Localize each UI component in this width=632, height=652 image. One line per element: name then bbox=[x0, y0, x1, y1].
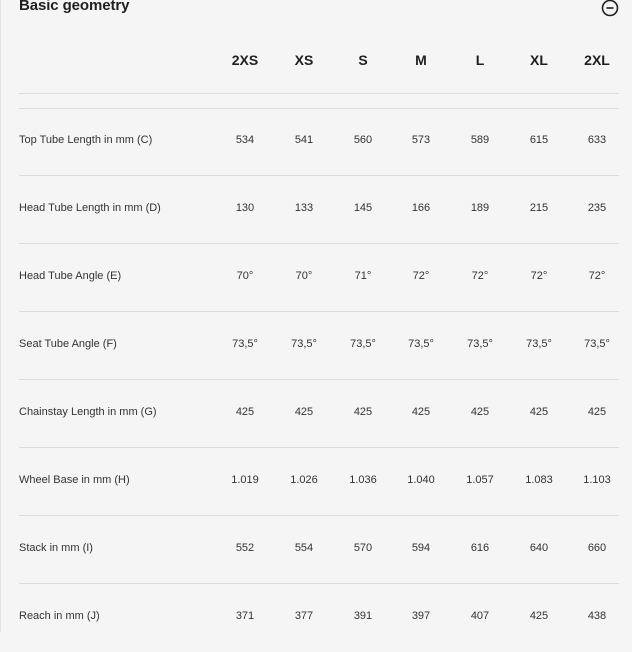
row-cell: 73,5° bbox=[350, 338, 376, 350]
size-header-l: L bbox=[475, 52, 485, 68]
row-cell: 640 bbox=[529, 542, 549, 554]
row-cell: 73,5° bbox=[467, 338, 493, 350]
row-cell: 594 bbox=[411, 542, 431, 554]
row-cell: 73,5° bbox=[408, 338, 434, 350]
row-cell: 1.083 bbox=[525, 474, 553, 486]
table-header bbox=[19, 0, 619, 108]
row-cell: 541 bbox=[294, 134, 314, 146]
row-label: Chainstay Length in mm (G) bbox=[19, 406, 157, 418]
row-cell: 397 bbox=[411, 610, 431, 622]
row-cell: 215 bbox=[529, 202, 549, 214]
row-cell: 73,5° bbox=[232, 338, 258, 350]
row-cell: 235 bbox=[587, 202, 607, 214]
row-cell: 425 bbox=[294, 406, 314, 418]
row-cell: 70° bbox=[236, 270, 254, 282]
row-cell: 425 bbox=[470, 406, 490, 418]
section-title: Basic geometry bbox=[19, 0, 130, 14]
size-header-xl: XL bbox=[530, 52, 548, 68]
row-cell: 534 bbox=[235, 134, 255, 146]
size-header-2xs: 2XS bbox=[231, 52, 259, 68]
row-cell: 407 bbox=[470, 610, 490, 622]
row-cell: 438 bbox=[587, 610, 607, 622]
row-cell: 72° bbox=[588, 270, 606, 282]
row-cell: 377 bbox=[294, 610, 314, 622]
row-cell: 425 bbox=[411, 406, 431, 418]
row-cell: 73,5° bbox=[526, 338, 552, 350]
row-cell: 425 bbox=[235, 406, 255, 418]
row-cell: 560 bbox=[353, 134, 373, 146]
row-cell: 133 bbox=[294, 202, 314, 214]
row-cell: 73,5° bbox=[291, 338, 317, 350]
row-cell: 425 bbox=[353, 406, 373, 418]
row-cell: 633 bbox=[587, 134, 607, 146]
size-header-m: M bbox=[415, 52, 427, 68]
size-header-xs: XS bbox=[294, 52, 314, 68]
row-cell: 554 bbox=[294, 542, 314, 554]
row-label: Reach in mm (J) bbox=[19, 610, 100, 622]
table-row bbox=[19, 584, 619, 652]
table-row bbox=[19, 176, 619, 244]
row-label: Seat Tube Angle (F) bbox=[19, 338, 117, 350]
row-cell: 371 bbox=[235, 610, 255, 622]
row-cell: 166 bbox=[411, 202, 431, 214]
row-cell: 1.036 bbox=[349, 474, 377, 486]
row-cell: 425 bbox=[529, 406, 549, 418]
row-cell: 425 bbox=[587, 406, 607, 418]
row-cell: 72° bbox=[530, 270, 548, 282]
row-cell: 73,5° bbox=[584, 338, 610, 350]
row-cell: 1.026 bbox=[290, 474, 318, 486]
header-divider bbox=[19, 93, 619, 94]
row-cell: 1.040 bbox=[407, 474, 435, 486]
row-label: Head Tube Length in mm (D) bbox=[19, 202, 161, 214]
row-cell: 71° bbox=[354, 270, 372, 282]
row-cell: 425 bbox=[529, 610, 549, 622]
row-cell: 573 bbox=[411, 134, 431, 146]
row-label: Top Tube Length in mm (C) bbox=[19, 134, 153, 146]
size-header-s: S bbox=[358, 52, 368, 68]
row-cell: 1.103 bbox=[583, 474, 611, 486]
table-row bbox=[19, 380, 619, 448]
table-row bbox=[19, 516, 619, 584]
row-cell: 660 bbox=[587, 542, 607, 554]
row-label: Wheel Base in mm (H) bbox=[19, 474, 130, 486]
row-cell: 189 bbox=[470, 202, 490, 214]
row-cell: 145 bbox=[353, 202, 373, 214]
row-cell: 615 bbox=[529, 134, 549, 146]
size-header-2xl: 2XL bbox=[584, 52, 610, 68]
row-cell: 570 bbox=[353, 542, 373, 554]
row-cell: 589 bbox=[470, 134, 490, 146]
row-cell: 552 bbox=[235, 542, 255, 554]
row-label: Head Tube Angle (E) bbox=[19, 270, 122, 282]
table-row bbox=[19, 312, 619, 380]
row-cell: 616 bbox=[470, 542, 490, 554]
row-cell: 1.057 bbox=[466, 474, 494, 486]
table-row bbox=[19, 448, 619, 516]
row-cell: 72° bbox=[412, 270, 430, 282]
row-cell: 391 bbox=[353, 610, 373, 622]
row-cell: 1.019 bbox=[231, 474, 259, 486]
table-row bbox=[19, 244, 619, 312]
table-row bbox=[19, 108, 619, 176]
row-cell: 70° bbox=[295, 270, 313, 282]
row-cell: 130 bbox=[235, 202, 255, 214]
row-cell: 72° bbox=[471, 270, 489, 282]
row-label: Stack in mm (I) bbox=[19, 542, 93, 554]
